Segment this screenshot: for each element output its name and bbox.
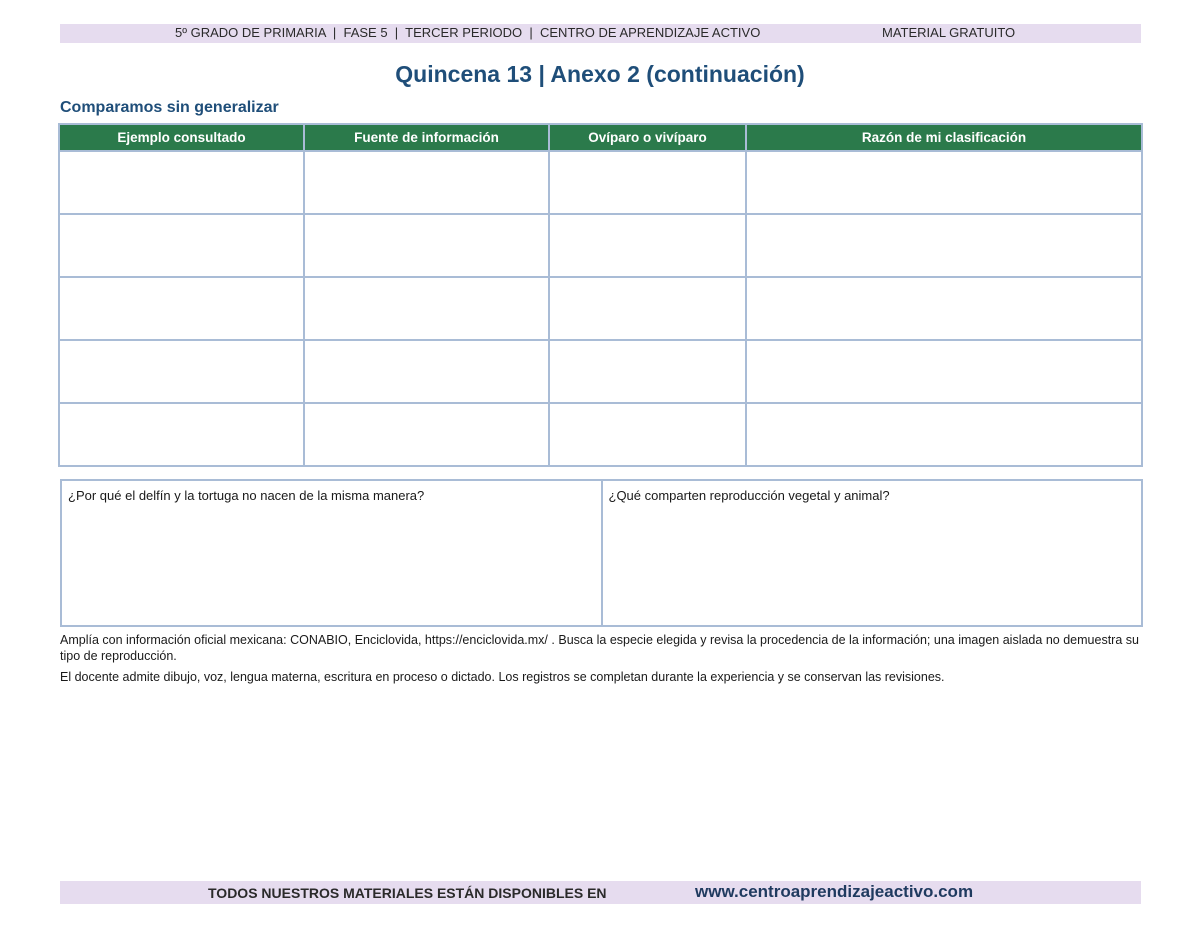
table-cell[interactable] — [304, 403, 549, 466]
table-header-row — [59, 124, 1142, 151]
footer-url-link[interactable]: www.centroaprendizajeactivo.com — [695, 882, 974, 901]
table-cell[interactable] — [549, 214, 746, 277]
table-cell[interactable] — [746, 277, 1142, 340]
table-row — [59, 403, 1142, 466]
column-header-reason: Razón de mi clasificación — [746, 124, 1142, 151]
table-cell[interactable] — [746, 151, 1142, 214]
table-cell[interactable] — [59, 277, 304, 340]
section-title: Comparamos sin generalizar — [60, 99, 279, 116]
column-header-source: Fuente de información — [304, 124, 549, 151]
note-official-sources: Amplía con información oficial mexicana: CONABIO, Enciclovida, https://enciclovida.mx/ . Busca la especie elegida y revisa la procedencia de la información; una imagen aislada no demuestra su tipo de reproducción. — [60, 633, 1139, 663]
column-header-example: Ejemplo consultado — [59, 124, 304, 151]
column-header-oviparous-viviparous: Ovíparo o vivíparo — [549, 124, 746, 151]
table-cell[interactable] — [59, 151, 304, 214]
table-cell[interactable] — [746, 214, 1142, 277]
table-row — [59, 214, 1142, 277]
table-cell[interactable] — [746, 403, 1142, 466]
table-cell[interactable] — [549, 277, 746, 340]
table-cell[interactable] — [549, 340, 746, 403]
table-cell[interactable] — [549, 151, 746, 214]
header-band — [60, 24, 1141, 43]
table-cell[interactable] — [304, 214, 549, 277]
questions-box — [60, 479, 1143, 627]
table-cell[interactable] — [59, 340, 304, 403]
table-cell[interactable] — [304, 340, 549, 403]
footer-band — [60, 881, 1141, 904]
page-title: Quincena 13 | Anexo 2 (continuación) — [395, 61, 805, 87]
table-row — [59, 277, 1142, 340]
table-cell[interactable] — [59, 214, 304, 277]
table-cell[interactable] — [304, 277, 549, 340]
table-cell[interactable] — [304, 151, 549, 214]
table-cell[interactable] — [549, 403, 746, 466]
note-teacher-guidance: El docente admite dibujo, voz, lengua materna, escritura en proceso o dictado. Los registros se completan durante la experiencia y se conservan las revisiones. — [60, 670, 945, 684]
table-row — [59, 151, 1142, 214]
footer-text: TODOS NUESTROS MATERIALES ESTÁN DISPONIBLES EN — [208, 885, 607, 901]
header-grade-info: 5º GRADO DE PRIMARIA | FASE 5 | TERCER PERIODO | CENTRO DE APRENDIZAJE ACTIVO — [175, 25, 761, 40]
question-plant-animal-reproduction[interactable]: ¿Qué comparten reproducción vegetal y animal? — [601, 481, 1142, 625]
table-row — [59, 340, 1142, 403]
table-cell[interactable] — [59, 403, 304, 466]
question-dolphin-turtle[interactable]: ¿Por qué el delfín y la tortuga no nacen de la misma manera? — [68, 488, 425, 503]
comparison-table — [58, 123, 1143, 467]
table-cell[interactable] — [746, 340, 1142, 403]
header-free-material: MATERIAL GRATUITO — [882, 25, 1016, 40]
